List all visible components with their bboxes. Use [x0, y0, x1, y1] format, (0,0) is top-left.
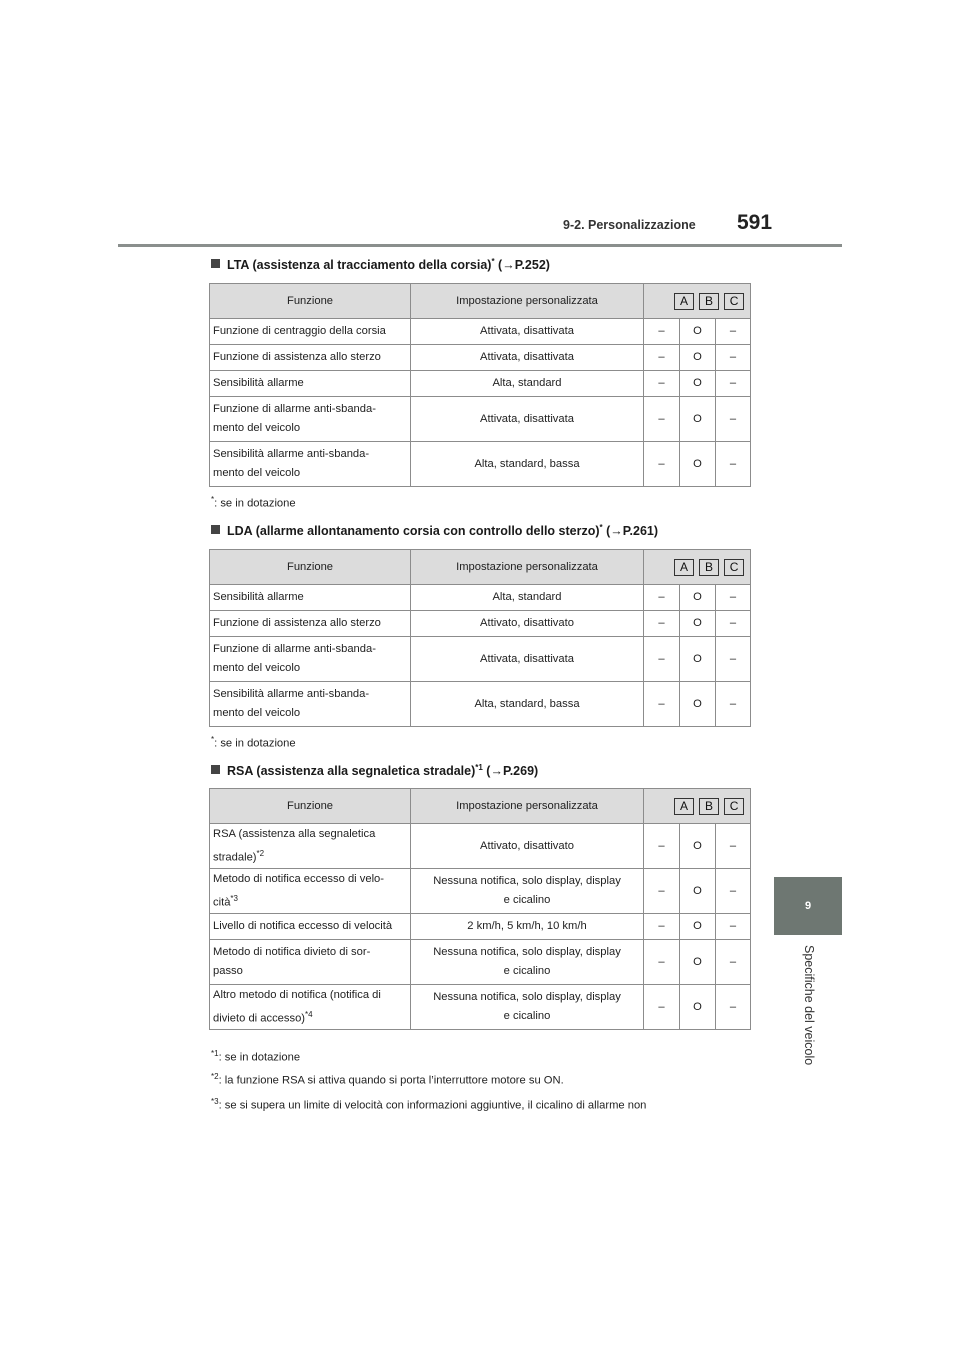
- section-bullet-icon: [211, 259, 220, 268]
- column-a-cell: –: [644, 869, 680, 914]
- table-row: [210, 824, 751, 869]
- table-row: [210, 682, 751, 727]
- section-title: [211, 523, 658, 538]
- column-b-cell: O: [680, 637, 716, 682]
- table-header-row: [210, 789, 751, 824]
- section-title-mark: *: [491, 257, 495, 266]
- function-cell: Sensibilità allarme: [210, 585, 411, 611]
- column-label-c: C: [724, 293, 744, 310]
- column-label-b: B: [699, 559, 719, 576]
- footnote-mark: *1: [211, 1049, 219, 1058]
- footnote: [211, 495, 296, 510]
- table-row: [210, 397, 751, 442]
- setting-cell: Alta, standard: [411, 371, 644, 397]
- column-b-cell: O: [680, 397, 716, 442]
- footnote: [211, 735, 296, 750]
- column-c-cell: –: [716, 682, 751, 727]
- footnote: [211, 1072, 564, 1087]
- column-b-cell: O: [680, 682, 716, 727]
- function-cell: Sensibilità allarme anti-sbanda- mento del veicolo: [210, 682, 411, 727]
- column-label-a: A: [674, 798, 694, 815]
- setting-cell: Alta, standard: [411, 585, 644, 611]
- column-b-cell: O: [680, 869, 716, 914]
- table-row: [210, 319, 751, 345]
- function-cell: Metodo di notifica divieto di sor- passo: [210, 940, 411, 985]
- column-c-cell: –: [716, 611, 751, 637]
- section-bullet-icon: [211, 765, 220, 774]
- column-a-cell: –: [644, 611, 680, 637]
- setting-cell: Alta, standard, bassa: [411, 442, 644, 487]
- table-row: [210, 985, 751, 1030]
- section-title-text: LDA (allarme allontanamento corsia con controllo dello sterzo): [227, 524, 600, 539]
- chapter-tab[interactable]: 9: [774, 877, 842, 935]
- footnote: [211, 1097, 646, 1112]
- column-b-cell: O: [680, 585, 716, 611]
- function-cell: Funzione di allarme anti-sbanda- mento del veicolo: [210, 637, 411, 682]
- column-c-cell: –: [716, 637, 751, 682]
- column-header-abc: [644, 550, 751, 585]
- setting-cell: Attivato, disattivato: [411, 611, 644, 637]
- column-a-cell: –: [644, 682, 680, 727]
- section-page-ref[interactable]: (→P.269): [482, 764, 539, 779]
- footnote-mark: *: [211, 495, 215, 504]
- setting-cell: Nessuna notifica, solo display, display e cicalino: [411, 940, 644, 985]
- column-c-cell: –: [716, 585, 751, 611]
- abc-labels: [647, 559, 747, 576]
- function-cell: Funzione di assistenza allo sterzo: [210, 345, 411, 371]
- table-header-row: [210, 550, 751, 585]
- abc-labels: [647, 293, 747, 310]
- setting-cell: Alta, standard, bassa: [411, 682, 644, 727]
- table-row: [210, 585, 751, 611]
- column-a-cell: –: [644, 985, 680, 1030]
- function-cell: Altro metodo di notifica (notifica di divieto di accesso)$^{*4}$: [210, 985, 411, 1030]
- section-title: [211, 763, 538, 778]
- function-cell: Livello di notifica eccesso di velocità: [210, 914, 411, 940]
- column-a-cell: –: [644, 345, 680, 371]
- table-row: [210, 869, 751, 914]
- function-cell: Funzione di allarme anti-sbanda- mento del veicolo: [210, 397, 411, 442]
- footnote-text: : se in dotazione: [214, 497, 296, 510]
- column-b-cell: O: [680, 345, 716, 371]
- function-cell: Metodo di notifica eccesso di velo- cità$^{*3}$: [210, 869, 411, 914]
- column-c-cell: –: [716, 371, 751, 397]
- column-c-cell: –: [716, 319, 751, 345]
- footnote-mark: *2: [211, 1072, 219, 1081]
- table-header-row: [210, 284, 751, 319]
- column-c-cell: –: [716, 442, 751, 487]
- column-c-cell: –: [716, 397, 751, 442]
- section-page-ref[interactable]: (→P.252): [494, 258, 550, 273]
- footnote-text: : se si supera un limite di velocità con informazioni aggiuntive, il cicalino di allarme non: [218, 1099, 647, 1112]
- column-header-setting: Impostazione personalizzata: [411, 284, 644, 319]
- column-c-cell: –: [716, 914, 751, 940]
- column-label-a: A: [674, 559, 694, 576]
- footnote-text: : se in dotazione: [218, 1051, 301, 1064]
- footnote-mark: *3: [211, 1097, 219, 1106]
- settings-table: [209, 549, 751, 727]
- settings-table: [209, 283, 751, 487]
- column-b-cell: O: [680, 611, 716, 637]
- footnote-text: : se in dotazione: [214, 737, 296, 750]
- function-footnote-mark: *4: [305, 1009, 313, 1019]
- table-row: [210, 914, 751, 940]
- function-footnote-mark: *3: [230, 893, 238, 903]
- setting-cell: 2 km/h, 5 km/h, 10 km/h: [411, 914, 644, 940]
- section-title-text: LTA (assistenza al tracciamento della corsia): [227, 258, 492, 273]
- column-b-cell: O: [680, 371, 716, 397]
- column-c-cell: –: [716, 345, 751, 371]
- column-header-function: Funzione: [210, 550, 411, 585]
- page-number: 591: [737, 211, 773, 234]
- function-cell: Funzione di centraggio della corsia: [210, 319, 411, 345]
- table-row: [210, 371, 751, 397]
- section-title-text: RSA (assistenza alla segnaletica stradale): [227, 764, 476, 779]
- column-b-cell: O: [680, 985, 716, 1030]
- section-bullet-icon: [211, 525, 220, 534]
- setting-cell: Attivata, disattivata: [411, 637, 644, 682]
- setting-cell: Attivato, disattivato: [411, 824, 644, 869]
- settings-table: [209, 788, 751, 1030]
- function-footnote-mark: *2: [256, 848, 265, 858]
- table-row: [210, 345, 751, 371]
- section-title: [211, 257, 550, 272]
- function-cell: Sensibilità allarme anti-sbanda- mento del veicolo: [210, 442, 411, 487]
- column-header-function: Funzione: [210, 284, 411, 319]
- setting-cell: Attivata, disattivata: [411, 319, 644, 345]
- column-a-cell: –: [644, 637, 680, 682]
- column-c-cell: –: [716, 869, 751, 914]
- column-header-abc: [644, 789, 751, 824]
- section-title-mark: *: [599, 523, 603, 532]
- column-a-cell: –: [644, 940, 680, 985]
- column-b-cell: O: [680, 914, 716, 940]
- column-a-cell: –: [644, 824, 680, 869]
- column-label-b: B: [699, 293, 719, 310]
- function-cell: Sensibilità allarme: [210, 371, 411, 397]
- column-c-cell: –: [716, 985, 751, 1030]
- column-label-a: A: [674, 293, 694, 310]
- chapter-tab-label-wrap: [800, 945, 820, 1085]
- column-a-cell: –: [644, 397, 680, 442]
- table-row: [210, 611, 751, 637]
- function-cell: Funzione di assistenza allo sterzo: [210, 611, 411, 637]
- footnote: [211, 1049, 300, 1064]
- column-label-c: C: [724, 798, 744, 815]
- function-cell: RSA (assistenza alla segnaletica stradale)$^{*2}$: [210, 824, 411, 869]
- column-a-cell: –: [644, 914, 680, 940]
- column-header-setting: Impostazione personalizzata: [411, 789, 644, 824]
- setting-cell: Nessuna notifica, solo display, display e cicalino: [411, 869, 644, 914]
- chapter-tab-label: Specifiche del veicolo: [802, 945, 816, 1066]
- setting-cell: Attivata, disattivata: [411, 345, 644, 371]
- column-b-cell: O: [680, 824, 716, 869]
- footnote-mark: *: [211, 735, 215, 744]
- column-label-c: C: [724, 559, 744, 576]
- footnote-text: : la funzione RSA si attiva quando si porta l’interruttore motore su ON.: [218, 1074, 564, 1087]
- column-c-cell: –: [716, 824, 751, 869]
- column-header-function: Funzione: [210, 789, 411, 824]
- column-a-cell: –: [644, 585, 680, 611]
- table-row: [210, 940, 751, 985]
- section-title-mark: *1: [475, 763, 483, 772]
- setting-cell: Nessuna notifica, solo display, display e cicalino: [411, 985, 644, 1030]
- column-a-cell: –: [644, 442, 680, 487]
- column-c-cell: –: [716, 940, 751, 985]
- abc-labels: [647, 798, 747, 815]
- column-header-setting: Impostazione personalizzata: [411, 550, 644, 585]
- header-divider: [118, 244, 842, 247]
- column-b-cell: O: [680, 319, 716, 345]
- table-row: [210, 442, 751, 487]
- column-a-cell: –: [644, 371, 680, 397]
- table-row: [210, 637, 751, 682]
- setting-cell: Attivata, disattivata: [411, 397, 644, 442]
- section-page-ref[interactable]: (→P.261): [602, 524, 659, 539]
- column-header-abc: [644, 284, 751, 319]
- section-header: 9-2. Personalizzazione: [563, 218, 696, 232]
- column-label-b: B: [699, 798, 719, 815]
- column-a-cell: –: [644, 319, 680, 345]
- column-b-cell: O: [680, 940, 716, 985]
- column-b-cell: O: [680, 442, 716, 487]
